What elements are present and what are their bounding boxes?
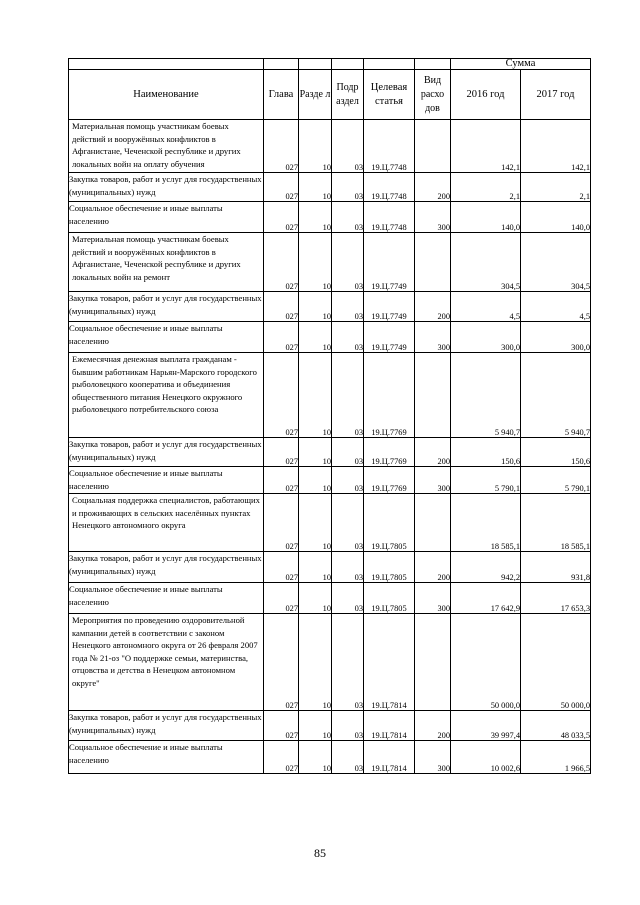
row-tselevaya: 19.Ц.7769 (364, 438, 415, 467)
table-row (69, 292, 591, 322)
row-tselevaya: 19.Ц.7748 (364, 202, 415, 233)
row-2016: 150,6 (451, 438, 521, 467)
row-podrazdel: 03 (332, 202, 364, 233)
row-tselevaya: 19.Ц.7748 (364, 120, 415, 173)
table-row (69, 233, 591, 292)
row-name: Социальное обеспечение и иные выплаты населению (69, 202, 264, 233)
row-2016: 39 997,4 (451, 711, 521, 741)
row-podrazdel: 03 (332, 292, 364, 322)
header-name: Наименование (69, 70, 264, 120)
row-tselevaya: 19.Ц.7748 (364, 173, 415, 202)
row-vid (415, 494, 451, 552)
row-podrazdel: 03 (332, 120, 364, 173)
row-vid (415, 233, 451, 292)
row-podrazdel: 03 (332, 711, 364, 741)
row-vid (415, 353, 451, 438)
row-glava: 027 (264, 614, 299, 711)
row-2017: 5 790,1 (521, 467, 591, 494)
header-year-2016: 2016 год (451, 70, 521, 120)
row-name: Социальная поддержка специалистов, работающих и проживающих в сельских населённых пунктах Ненецкого автономного округа (69, 494, 264, 552)
row-vid: 300 (415, 467, 451, 494)
row-podrazdel: 03 (332, 173, 364, 202)
row-name: Социальное обеспечение и иные выплаты населению (69, 322, 264, 353)
row-2017: 142,1 (521, 120, 591, 173)
row-podrazdel: 03 (332, 353, 364, 438)
table-row (69, 173, 591, 202)
row-2017: 931,8 (521, 552, 591, 583)
row-vid (415, 614, 451, 711)
row-2016: 17 642,9 (451, 583, 521, 614)
row-razdel: 10 (299, 233, 332, 292)
table-row (69, 711, 591, 741)
row-2016: 50 000,0 (451, 614, 521, 711)
row-razdel: 10 (299, 741, 332, 774)
row-vid: 300 (415, 583, 451, 614)
row-razdel: 10 (299, 173, 332, 202)
row-tselevaya: 19.Ц.7749 (364, 292, 415, 322)
row-vid (415, 120, 451, 173)
row-2016: 5 940,7 (451, 353, 521, 438)
row-razdel: 10 (299, 494, 332, 552)
row-glava: 027 (264, 438, 299, 467)
row-name: Закупка товаров, работ и услуг для государственных (муниципальных) нужд (69, 552, 264, 583)
row-glava: 027 (264, 494, 299, 552)
row-glava: 027 (264, 583, 299, 614)
header-blank-cell (299, 59, 332, 70)
header-tselevaya: Целевая статья (364, 70, 415, 120)
row-name: Ежемесячная денежная выплата гражданам - бывшим работникам Нарьян-Марского городского рыболовецкого кооператива и объединения общественного питания Ненецкого окружного рыболовецкого потребительского союза (69, 353, 264, 438)
row-name: Закупка товаров, работ и услуг для государственных (муниципальных) нужд (69, 711, 264, 741)
row-razdel: 10 (299, 711, 332, 741)
table-row (69, 120, 591, 173)
header-vid: Вид расхо дов (415, 70, 451, 120)
table-row (69, 583, 591, 614)
header-blank-cell (332, 59, 364, 70)
row-podrazdel: 03 (332, 494, 364, 552)
row-2016: 2,1 (451, 173, 521, 202)
header-podrazdel: Подр аздел (332, 70, 364, 120)
row-razdel: 10 (299, 467, 332, 494)
row-podrazdel: 03 (332, 233, 364, 292)
row-2016: 18 585,1 (451, 494, 521, 552)
row-tselevaya: 19.Ц.7769 (364, 467, 415, 494)
row-glava: 027 (264, 202, 299, 233)
row-tselevaya: 19.Ц.7805 (364, 583, 415, 614)
row-name: Социальное обеспечение и иные выплаты населению (69, 741, 264, 774)
row-podrazdel: 03 (332, 552, 364, 583)
header-blank-cell (69, 59, 264, 70)
header-razdel: Разде л (299, 70, 332, 120)
row-glava: 027 (264, 711, 299, 741)
table-row (69, 467, 591, 494)
row-2016: 140,0 (451, 202, 521, 233)
row-2016: 5 790,1 (451, 467, 521, 494)
row-podrazdel: 03 (332, 322, 364, 353)
page-number: 85 (314, 846, 326, 860)
row-razdel: 10 (299, 292, 332, 322)
table-row (69, 438, 591, 467)
row-glava: 027 (264, 233, 299, 292)
row-glava: 027 (264, 467, 299, 494)
row-tselevaya: 19.Ц.7749 (364, 233, 415, 292)
row-2016: 4,5 (451, 292, 521, 322)
row-podrazdel: 03 (332, 741, 364, 774)
header-summa: Сумма (451, 59, 591, 70)
budget-table (68, 58, 591, 774)
row-name: Материальная помощь участникам боевых действий и вооружённых конфликтов в Афганистане, Чеченской республике и других локальных войн на оплату обучения (69, 120, 264, 173)
header-glava: Глава (264, 70, 299, 120)
row-tselevaya: 19.Ц.7814 (364, 741, 415, 774)
header-blank-cell (364, 59, 415, 70)
row-2016: 300,0 (451, 322, 521, 353)
row-vid: 300 (415, 741, 451, 774)
row-2016: 942,2 (451, 552, 521, 583)
row-glava: 027 (264, 322, 299, 353)
table-row (69, 552, 591, 583)
row-glava: 027 (264, 173, 299, 202)
row-vid: 200 (415, 292, 451, 322)
row-razdel: 10 (299, 353, 332, 438)
row-2017: 150,6 (521, 438, 591, 467)
row-glava: 027 (264, 292, 299, 322)
row-tselevaya: 19.Ц.7805 (364, 494, 415, 552)
row-2017: 140,0 (521, 202, 591, 233)
row-2017: 17 653,3 (521, 583, 591, 614)
row-razdel: 10 (299, 583, 332, 614)
row-name: Закупка товаров, работ и услуг для государственных (муниципальных) нужд (69, 173, 264, 202)
row-glava: 027 (264, 120, 299, 173)
row-razdel: 10 (299, 552, 332, 583)
row-tselevaya: 19.Ц.7769 (364, 353, 415, 438)
row-name: Социальное обеспечение и иные выплаты населению (69, 467, 264, 494)
header-blank-cell (264, 59, 299, 70)
row-2017: 48 033,5 (521, 711, 591, 741)
row-tselevaya: 19.Ц.7814 (364, 711, 415, 741)
row-2016: 142,1 (451, 120, 521, 173)
row-glava: 027 (264, 353, 299, 438)
row-glava: 027 (264, 552, 299, 583)
row-name: Закупка товаров, работ и услуг для государственных (муниципальных) нужд (69, 292, 264, 322)
row-vid: 300 (415, 202, 451, 233)
row-vid: 300 (415, 322, 451, 353)
row-2017: 18 585,1 (521, 494, 591, 552)
table-row (69, 322, 591, 353)
row-podrazdel: 03 (332, 614, 364, 711)
row-2017: 50 000,0 (521, 614, 591, 711)
table-row (69, 741, 591, 774)
row-podrazdel: 03 (332, 438, 364, 467)
row-razdel: 10 (299, 202, 332, 233)
row-glava: 027 (264, 741, 299, 774)
table-row (69, 494, 591, 552)
header-row (69, 70, 591, 120)
row-2017: 4,5 (521, 292, 591, 322)
row-razdel: 10 (299, 120, 332, 173)
row-razdel: 10 (299, 322, 332, 353)
row-tselevaya: 19.Ц.7749 (364, 322, 415, 353)
row-name: Материальная помощь участникам боевых действий и вооружённых конфликтов в Афганистане, Чеченской республике и других локальных войн на ремонт (69, 233, 264, 292)
table-row (69, 353, 591, 438)
row-2017: 300,0 (521, 322, 591, 353)
header-year-2017: 2017 год (521, 70, 591, 120)
row-2016: 304,5 (451, 233, 521, 292)
table-row (69, 614, 591, 711)
header-blank-cell (415, 59, 451, 70)
row-2017: 2,1 (521, 173, 591, 202)
row-2017: 1 966,5 (521, 741, 591, 774)
row-podrazdel: 03 (332, 467, 364, 494)
row-2017: 5 940,7 (521, 353, 591, 438)
row-vid: 200 (415, 438, 451, 467)
row-name: Закупка товаров, работ и услуг для государственных (муниципальных) нужд (69, 438, 264, 467)
table-row (69, 202, 591, 233)
header-row-top (69, 59, 591, 70)
row-vid: 200 (415, 552, 451, 583)
row-vid: 200 (415, 711, 451, 741)
row-name: Мероприятия по проведению оздоровительной кампании детей в соответствии с законом Ненецкого автономного округа от 26 февраля 2007 года № 21-оз "О поддержке семьи, материнства, отцовства и детства в Ненецком автономном округе" (69, 614, 264, 711)
row-name: Социальное обеспечение и иные выплаты населению (69, 583, 264, 614)
row-tselevaya: 19.Ц.7814 (364, 614, 415, 711)
row-2016: 10 002,6 (451, 741, 521, 774)
row-vid: 200 (415, 173, 451, 202)
row-razdel: 10 (299, 438, 332, 467)
row-podrazdel: 03 (332, 583, 364, 614)
row-2017: 304,5 (521, 233, 591, 292)
row-tselevaya: 19.Ц.7805 (364, 552, 415, 583)
row-razdel: 10 (299, 614, 332, 711)
